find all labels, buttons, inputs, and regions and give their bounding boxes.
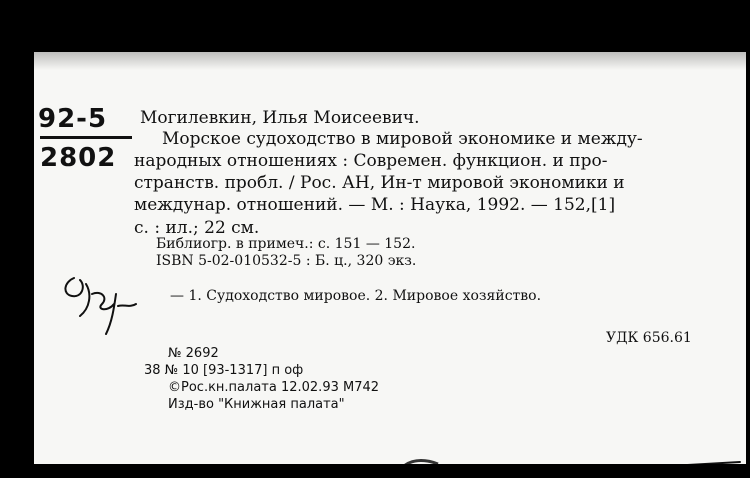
shelfmark-bottom: 2802: [40, 143, 117, 173]
copyright-line: ©Рос.кн.палата 12.02.93 М742: [168, 380, 380, 395]
catalog-card: [34, 52, 746, 464]
ink-blot-icon: [370, 454, 446, 464]
title-line-2: народных отношениях : Современ. функцион. и про-: [134, 151, 608, 171]
udc-code: УДК 656.61: [606, 330, 692, 346]
bibliography-note: Библиогр. в примеч.: с. 151 — 152.: [156, 236, 416, 252]
title-line-3: странств. пробл. / Рос. АН, Ин-т мировой экономики и: [134, 173, 625, 193]
author-heading: Могилевкин, Илья Моисеевич.: [140, 108, 420, 128]
title-line-1: Морское судоходство в мировой экономике и между-: [162, 129, 643, 149]
handwritten-inventory-number: [470, 446, 746, 464]
title-line-5: с. : ил.; 22 см.: [134, 218, 260, 238]
shelfmark-divider: [40, 136, 132, 139]
publisher-line: Изд-во "Книжная палата": [168, 397, 345, 412]
isbn-line: ISBN 5-02-010532-5 : Б. ц., 320 экз.: [156, 253, 417, 269]
handwritten-scrawl-icon: [56, 264, 146, 344]
registry-number: № 2692: [168, 346, 219, 361]
registry-line: 38 № 10 [93-1317] п оф: [144, 363, 304, 378]
shelfmark-top: 92-5: [38, 104, 108, 134]
title-line-4: междунар. отношений. — М. : Наука, 1992. — 152,[1]: [134, 195, 616, 215]
subject-headings: — 1. Судоходство мировое. 2. Мировое хозяйство.: [170, 288, 542, 304]
